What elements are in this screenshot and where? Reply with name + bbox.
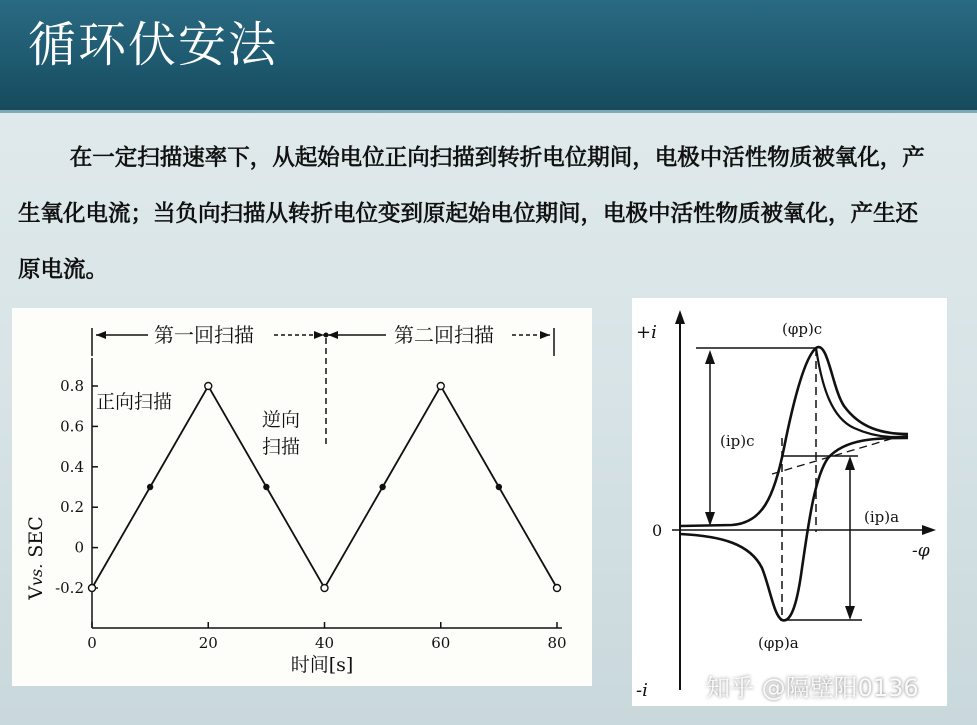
ip-c-arrow-bottom (705, 512, 715, 526)
minus-i-label: -i (636, 680, 648, 701)
current-axis-arrow (675, 310, 685, 324)
current-c-label: (ip)c (720, 432, 755, 450)
scan1-label: 第一回扫描 (154, 323, 254, 347)
waveform-point (496, 485, 501, 490)
x-tick-label: 40 (314, 634, 335, 652)
ip-a-arrow-top (845, 456, 855, 470)
current-a-label: (ip)a (864, 508, 900, 526)
ip-c-arrow-top (705, 350, 715, 364)
voltammogram-diagram (632, 298, 947, 706)
scan2-arrow-right-head (540, 331, 550, 339)
voltammogram-figure (632, 298, 947, 706)
x-tick-label: 60 (431, 634, 451, 652)
y-axis-label: Vvs. SEC (25, 516, 47, 600)
y-tick-label: 0.2 (60, 498, 84, 517)
ip-a-arrow-bottom (845, 606, 855, 620)
waveform-point (554, 585, 561, 592)
waveform-point (89, 585, 96, 592)
title-bar (0, 0, 977, 113)
plus-i-label: +i (636, 322, 657, 343)
potential-waveform-figure (12, 308, 592, 686)
waveform-point (437, 383, 444, 390)
potential-axis-label: -φ (912, 541, 930, 561)
waveform-point (380, 485, 385, 490)
zero-label: 0 (652, 521, 663, 540)
waveform-point (205, 383, 212, 390)
waveform-point (264, 485, 269, 490)
body-paragraph: 在一定扫描速率下，从起始电位正向扫描到转折电位期间，电极中活性物质被氧化，产生氧化电流；当负向扫描从转折电位变到原起始电位期间，电极中活性物质被氧化，产生还原电流。 (18, 145, 925, 283)
waveform-ticks (55, 377, 566, 652)
scan2-arrow-left-head (328, 331, 338, 339)
scan1-arrow-right-head (314, 331, 324, 339)
peak-a-label: (φp)a (758, 634, 799, 652)
y-tick-label: 0.4 (60, 457, 84, 476)
scan2-label: 第二回扫描 (394, 323, 494, 347)
waveform-chart (12, 308, 592, 686)
peak-c-label: (φp)c (782, 320, 823, 338)
reverse-scan-label-1: 逆向 (262, 409, 301, 431)
forward-scan-label: 正向扫描 (96, 391, 173, 413)
waveform-points (89, 383, 561, 592)
cathodic-curve (680, 347, 908, 526)
potential-axis-arrow (922, 525, 936, 535)
x-axis-label: 时间[s] (290, 654, 354, 676)
y-tick-label: -0.2 (55, 579, 84, 597)
x-tick-label: 20 (198, 634, 218, 652)
waveform-point (321, 585, 328, 592)
y-tick-label: 0.6 (60, 417, 84, 436)
waveform-point (148, 485, 153, 490)
y-tick-label: 0 (74, 538, 84, 557)
waveform-line (92, 386, 557, 588)
scan1-arrow-left-head (96, 331, 106, 339)
reverse-scan-label-2: 扫描 (262, 436, 301, 458)
x-tick-label: 80 (547, 634, 567, 652)
y-tick-label: 0.8 (60, 377, 84, 395)
scan-divider-dot (324, 333, 329, 338)
slide-title: 循环伏安法 (28, 17, 279, 73)
anodic-curve (680, 438, 908, 620)
watermark: 知乎 @隔壁阳0136 (706, 674, 919, 702)
x-tick-label: 0 (87, 634, 97, 652)
